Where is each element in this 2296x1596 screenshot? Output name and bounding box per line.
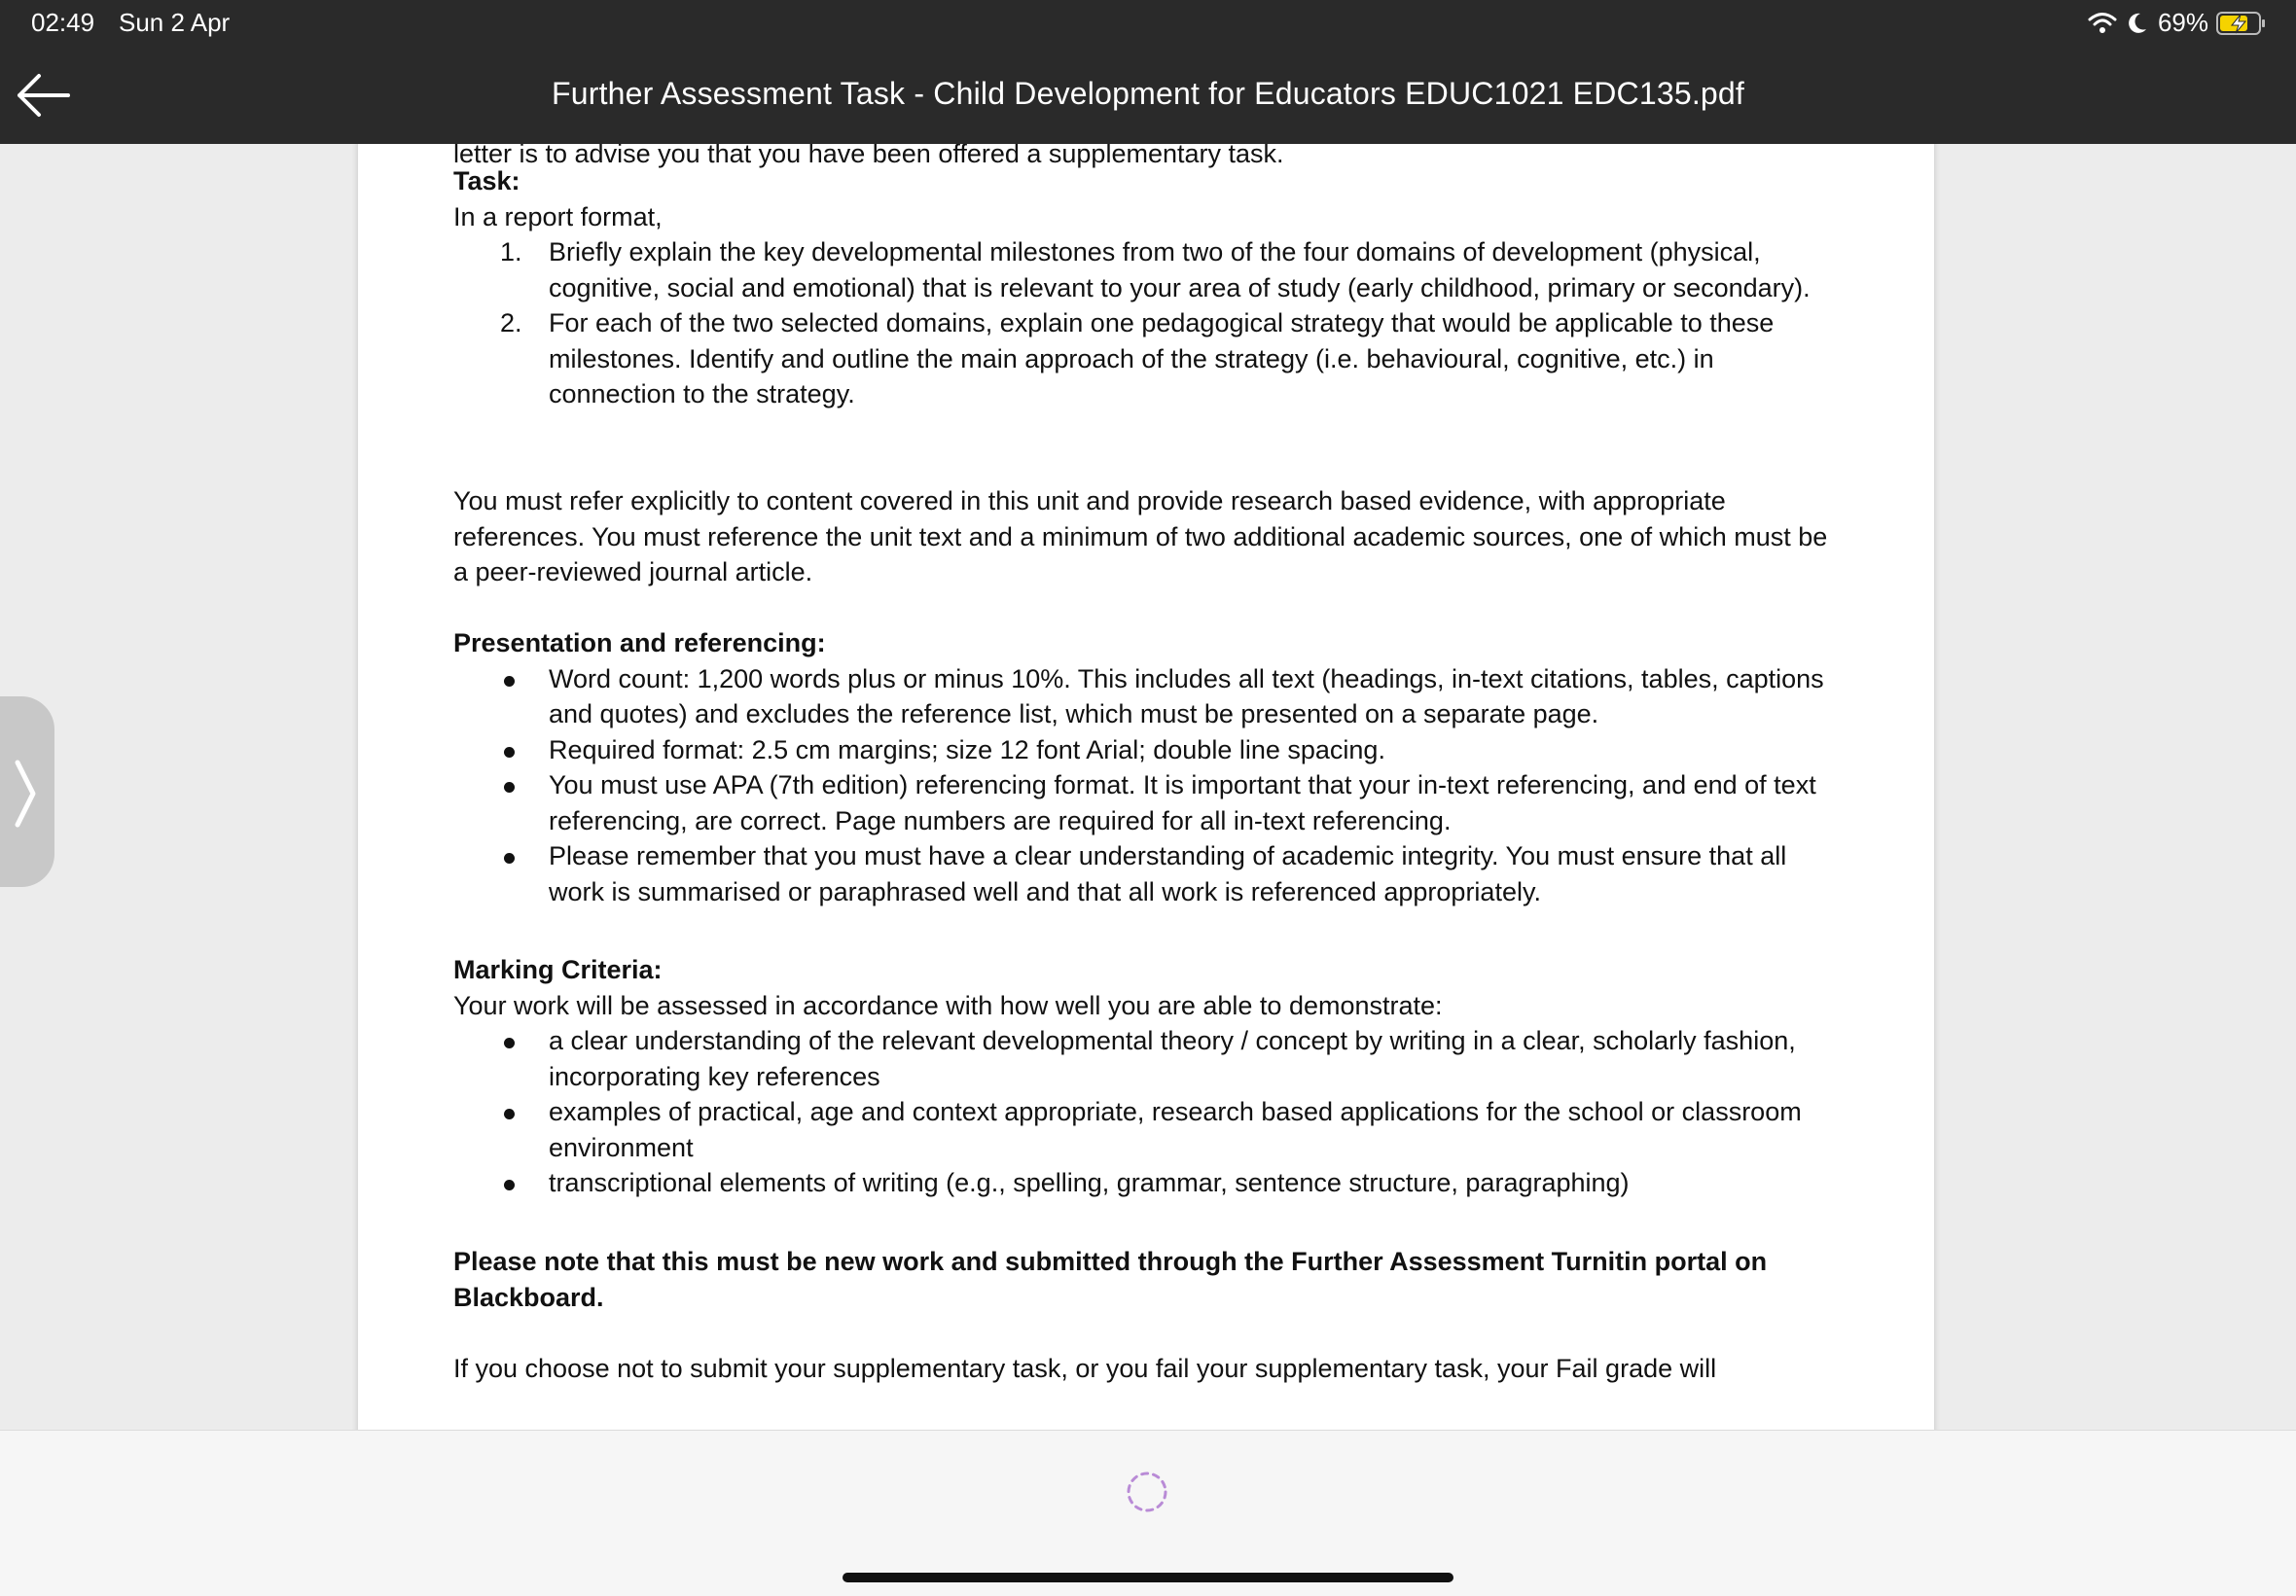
bullet-icon	[504, 1180, 515, 1190]
list-item-text: Please remember that you must have a clear understanding of academic integrity. You must ensure that all work is summarised or paraphrased well and that all work is referenced appropriately.	[549, 841, 1787, 906]
list-number: 1.	[500, 237, 522, 266]
document-viewport[interactable]	[0, 144, 2296, 1430]
list-item	[453, 732, 1845, 768]
refer-paragraph: You must refer explicitly to content covered in this unit and provide research based evidence, with appropriate references. You must reference the unit text and a minimum of two additional academic sources, one of which must be a peer-reviewed journal article.	[453, 486, 1828, 586]
refer-section	[453, 483, 1845, 590]
title-bar	[0, 47, 2296, 144]
chevron-right-icon	[14, 759, 39, 829]
task-item-text: For each of the two selected domains, explain one pedagogical strategy that would be applicable to these milestones. Identify and outline the main approach of the strategy (i.e. behavioural, cognitive, etc.) in connection to the strategy.	[549, 308, 1775, 408]
document-title: Further Assessment Task - Child Development for Educators EDUC1021 EDC135.pdf	[551, 76, 1745, 111]
list-item-text: Required format: 2.5 cm margins; size 12 font Arial; double line spacing.	[549, 734, 1385, 764]
presentation-section	[453, 625, 1845, 909]
list-item-text: You must use APA (7th edition) referencing format. It is important that your in-text referencing, and end of text referencing, are correct. Page numbers are required for all in-text referencing.	[549, 770, 1816, 835]
loading-spinner-icon	[1125, 1470, 1169, 1514]
pdf-page	[358, 144, 1934, 1430]
moon-icon	[2127, 12, 2148, 35]
list-item	[453, 1094, 1845, 1165]
list-item	[453, 661, 1845, 732]
bullet-icon	[504, 853, 515, 864]
status-bar	[0, 0, 2296, 47]
status-time: 02:49	[31, 8, 95, 37]
battery-charging-icon	[2216, 11, 2267, 36]
list-number: 2.	[500, 308, 522, 337]
note-section	[453, 1244, 1845, 1315]
status-indicators	[2088, 8, 2267, 38]
task-intro: In a report format,	[453, 201, 663, 231]
status-date: Sun 2 Apr	[119, 8, 231, 37]
list-item-text: examples of practical, age and context appropriate, research based applications for the school or classroom environment	[549, 1097, 1802, 1162]
list-item-text: transcriptional elements of writing (e.g., spelling, grammar, sentence structure, paragraphing)	[549, 1168, 1630, 1197]
list-item-text: a clear understanding of the relevant developmental theory / concept by writing in a clear, scholarly fashion, incorporating key references	[549, 1026, 1796, 1091]
marking-heading: Marking Criteria:	[453, 955, 663, 984]
cut-off-line: letter is to advise you that you have been offered a supplementary task.	[453, 144, 1284, 168]
task-item-text: Briefly explain the key developmental milestones from two of the four domains of development (physical, cognitive, social and emotional) that is relevant to your area of study (early childhood, primary or secondary).	[549, 237, 1811, 302]
marking-intro: Your work will be assessed in accordance with how well you are able to demonstrate:	[453, 990, 1443, 1020]
bullet-icon	[504, 782, 515, 793]
submission-note: Please note that this must be new work and submitted through the Further Assessment Turnitin portal on Blackboard.	[453, 1247, 1768, 1312]
battery-percent: 69%	[2157, 8, 2208, 37]
list-item	[453, 1023, 1845, 1094]
marking-section	[453, 952, 1845, 1201]
task-section	[453, 163, 1845, 412]
home-indicator[interactable]	[843, 1573, 1453, 1582]
list-item-text: Word count: 1,200 words plus or minus 10%. This includes all text (headings, in-text citations, tables, captions and quotes) and excludes the reference list, which must be presented on a separate page.	[549, 663, 1824, 728]
list-item	[453, 1165, 1845, 1201]
wifi-icon	[2088, 12, 2117, 35]
task-heading: Task:	[453, 166, 520, 195]
side-panel-handle[interactable]	[0, 696, 54, 887]
task-item	[453, 234, 1845, 305]
final-section	[453, 1351, 1845, 1387]
bullet-icon	[504, 676, 515, 687]
presentation-heading: Presentation and referencing:	[453, 628, 826, 657]
bullet-icon	[504, 1109, 515, 1119]
task-item	[453, 305, 1845, 412]
bullet-icon	[504, 1038, 515, 1048]
bullet-icon	[504, 747, 515, 758]
last-line: If you choose not to submit your supplementary task, or you fail your supplementary task, your Fail grade will	[453, 1354, 1717, 1383]
list-item	[453, 838, 1845, 909]
list-item	[453, 767, 1845, 838]
bottom-toolbar	[0, 1430, 2296, 1596]
